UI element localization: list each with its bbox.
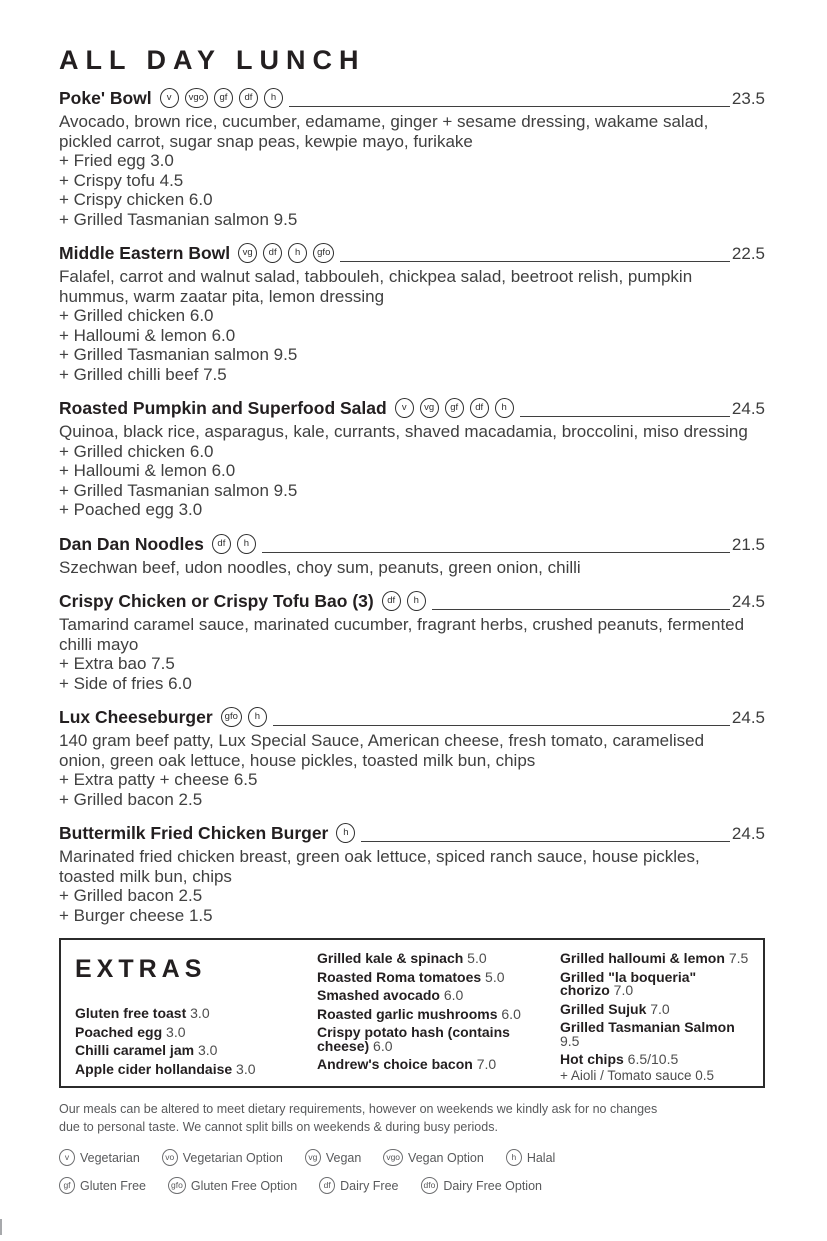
extras-item-name: Hot chips bbox=[560, 1051, 624, 1067]
legend-label: Gluten Free Option bbox=[190, 1178, 298, 1193]
legend-entry bbox=[506, 1149, 556, 1166]
leader-line bbox=[432, 609, 730, 610]
extras-item bbox=[75, 1023, 317, 1040]
extras-item-price: 5.0 bbox=[467, 950, 487, 966]
dietary-badge: vg bbox=[420, 398, 439, 418]
extras-item bbox=[317, 968, 560, 985]
item-price: 24.5 bbox=[731, 592, 765, 611]
legend-entry bbox=[168, 1177, 297, 1194]
item-description: Falafel, carrot and walnut salad, tabbouleh, chickpea salad, beetroot relish, pumpkin hummus, warm zaatar pita, lemon dressing bbox=[59, 267, 693, 306]
dietary-badge: df bbox=[319, 1177, 335, 1194]
footer-note-line: Our meals can be altered to meet dietary requirements, however on weekends we kindly ask for no changes bbox=[59, 1102, 658, 1116]
item-addon: + Grilled chicken 6.0 bbox=[59, 306, 214, 325]
item-description: Tamarind caramel sauce, marinated cucumber, fragrant herbs, crushed peanuts, fermented chilli mayo bbox=[59, 615, 745, 654]
extras-item-price: 6.0 bbox=[373, 1037, 393, 1054]
item-addon: + Poached egg 3.0 bbox=[59, 500, 203, 519]
menu-item bbox=[59, 397, 767, 520]
extras-item bbox=[75, 1044, 317, 1058]
dietary-legend bbox=[59, 1149, 767, 1194]
dietary-badge: gf bbox=[214, 88, 233, 108]
dietary-badge: df bbox=[212, 534, 231, 554]
leader-line bbox=[289, 106, 730, 107]
extras-item-name: Roasted Roma tomatoes bbox=[317, 968, 482, 985]
dietary-badges bbox=[395, 398, 514, 418]
extras-column-1 bbox=[75, 950, 317, 1087]
legend-label: Vegetarian Option bbox=[182, 1150, 283, 1165]
item-name: Poke' Bowl bbox=[59, 88, 152, 108]
item-addon: + Crispy tofu 4.5 bbox=[59, 170, 184, 190]
page-edge-mark bbox=[0, 1219, 2, 1235]
dietary-badges bbox=[221, 707, 267, 727]
item-header bbox=[59, 397, 765, 420]
item-addon: + Grilled chilli beef 7.5 bbox=[59, 364, 227, 384]
legend-row bbox=[59, 1149, 767, 1166]
menu-item bbox=[59, 533, 767, 578]
legend-label: Halal bbox=[526, 1150, 556, 1165]
extras-item bbox=[75, 1007, 317, 1021]
extras-item-price: 7.0 bbox=[476, 1056, 497, 1072]
item-addon: + Grilled bacon 2.5 bbox=[59, 789, 203, 809]
dietary-badge: df bbox=[239, 88, 258, 108]
dietary-badge: vg bbox=[305, 1149, 321, 1166]
extras-item-price: 7.5 bbox=[728, 950, 749, 966]
dietary-badges bbox=[212, 534, 256, 554]
extras-item-note: + Aioli / Tomato sauce 0.5 bbox=[560, 1067, 714, 1083]
item-addon: + Halloumi & lemon 6.0 bbox=[59, 325, 236, 345]
item-price: 23.5 bbox=[731, 89, 765, 108]
item-header bbox=[59, 822, 765, 845]
leader-line bbox=[520, 416, 730, 417]
extras-item-name: Roasted garlic mushrooms bbox=[317, 1005, 498, 1022]
legend-entry bbox=[383, 1149, 483, 1166]
extras-item-price: 3.0 bbox=[197, 1042, 218, 1058]
item-name: Dan Dan Noodles bbox=[59, 533, 204, 554]
menu-item bbox=[59, 242, 767, 384]
dietary-badges bbox=[160, 88, 283, 108]
item-description: Szechwan beef, udon noodles, choy sum, peanuts, green onion, chilli bbox=[59, 557, 581, 577]
dietary-badge: gf bbox=[59, 1177, 75, 1194]
extras-item bbox=[317, 989, 560, 1003]
dietary-badge: df bbox=[263, 243, 282, 263]
dietary-badge: vg bbox=[238, 243, 257, 263]
menu-item bbox=[59, 706, 767, 809]
dietary-badge: h bbox=[237, 534, 256, 554]
dietary-badge: h bbox=[336, 823, 355, 843]
footer-note bbox=[59, 1101, 767, 1136]
extras-item-name: Chilli caramel jam bbox=[75, 1042, 195, 1058]
extras-item bbox=[317, 1058, 560, 1072]
extras-item-name: Smashed avocado bbox=[317, 987, 440, 1003]
extras-item-name: Grilled kale & spinach bbox=[317, 950, 464, 966]
item-header bbox=[59, 87, 765, 110]
extras-item bbox=[560, 1021, 749, 1048]
dietary-badges bbox=[336, 823, 355, 843]
extras-item-price: 3.0 bbox=[166, 1023, 186, 1040]
dietary-badge: h bbox=[506, 1149, 522, 1166]
dietary-badge: v bbox=[395, 398, 414, 418]
legend-entry bbox=[162, 1149, 283, 1166]
extras-item-price: 7.0 bbox=[613, 982, 634, 998]
item-price: 24.5 bbox=[731, 708, 765, 727]
footer-note-line: due to personal taste. We cannot split bills on weekends & during busy periods. bbox=[59, 1119, 498, 1134]
item-header bbox=[59, 533, 765, 556]
extras-item bbox=[560, 1053, 749, 1082]
menu-item bbox=[59, 87, 767, 229]
legend-label: Gluten Free bbox=[80, 1178, 147, 1193]
extras-item bbox=[560, 1000, 749, 1017]
extras-title: EXTRAS bbox=[75, 955, 207, 983]
item-addon: + Halloumi & lemon 6.0 bbox=[59, 461, 236, 480]
legend-entry bbox=[305, 1149, 361, 1166]
item-header bbox=[59, 242, 765, 265]
dietary-badge: gfo bbox=[221, 707, 242, 727]
item-header bbox=[59, 590, 765, 613]
dietary-badge: vgo bbox=[185, 88, 208, 108]
item-name: Roasted Pumpkin and Superfood Salad bbox=[59, 398, 387, 418]
legend-label: Dairy Free bbox=[340, 1178, 399, 1193]
item-description: Quinoa, black rice, asparagus, kale, currants, shaved macadamia, broccolini, miso dressing bbox=[59, 422, 748, 441]
legend-entry bbox=[59, 1149, 140, 1166]
extras-item-price: 6.5/10.5 bbox=[627, 1051, 679, 1067]
extras-item bbox=[317, 1026, 560, 1053]
dietary-badges bbox=[238, 243, 334, 263]
item-addon: + Burger cheese 1.5 bbox=[59, 905, 213, 925]
extras-item bbox=[317, 1005, 560, 1022]
extras-item bbox=[560, 952, 749, 966]
item-header bbox=[59, 706, 765, 729]
item-description: 140 gram beef patty, Lux Special Sauce, American cheese, fresh tomato, caramelised onion, green oak lettuce, house pickles, toasted milk bun, chips bbox=[59, 731, 705, 770]
extras-item-price: 7.0 bbox=[650, 1000, 670, 1017]
legend-entry bbox=[319, 1177, 398, 1194]
dietary-badge: h bbox=[495, 398, 514, 418]
item-description: Marinated fried chicken breast, green oak lettuce, spiced ranch sauce, house pickles, toasted milk bun, chips bbox=[59, 847, 700, 886]
extras-box bbox=[59, 938, 765, 1088]
item-price: 21.5 bbox=[731, 534, 765, 554]
item-name: Middle Eastern Bowl bbox=[59, 243, 231, 263]
item-addon: + Extra bao 7.5 bbox=[59, 654, 175, 673]
extras-item-price: 3.0 bbox=[190, 1005, 210, 1021]
leader-line bbox=[361, 841, 730, 842]
item-addon: + Grilled chicken 6.0 bbox=[59, 441, 214, 461]
item-addon: + Grilled Tasmanian salmon 9.5 bbox=[59, 209, 298, 229]
dietary-badge: v bbox=[59, 1149, 75, 1166]
extras-item-name: Poached egg bbox=[75, 1023, 163, 1040]
extras-item-name: Grilled "la boqueria" chorizo bbox=[560, 968, 697, 998]
item-description: Avocado, brown rice, cucumber, edamame, ginger + sesame dressing, wakame salad, pickled carrot, sugar snap peas, kewpie mayo, furikake bbox=[59, 112, 709, 151]
dietary-badge: dfo bbox=[421, 1177, 439, 1194]
extras-item-price: 9.5 bbox=[560, 1032, 580, 1049]
extras-item-price: 6.0 bbox=[443, 987, 464, 1003]
menu-item bbox=[59, 590, 767, 693]
dietary-badges bbox=[382, 591, 426, 611]
extras-item-name: Andrew's choice bacon bbox=[317, 1056, 473, 1072]
dietary-badge: vo bbox=[162, 1149, 178, 1166]
extras-item-price: 6.0 bbox=[501, 1005, 521, 1022]
item-name: Lux Cheeseburger bbox=[59, 707, 213, 727]
leader-line bbox=[262, 552, 730, 553]
item-addon: + Grilled Tasmanian salmon 9.5 bbox=[59, 480, 298, 500]
legend-label: Vegan Option bbox=[408, 1150, 484, 1165]
extras-item-name: Grilled halloumi & lemon bbox=[560, 950, 725, 966]
item-addon: + Fried egg 3.0 bbox=[59, 151, 174, 170]
legend-entry bbox=[59, 1177, 146, 1194]
menu-item bbox=[59, 822, 767, 925]
extras-item bbox=[317, 952, 560, 966]
dietary-badge: gf bbox=[445, 398, 464, 418]
dietary-badge: h bbox=[407, 591, 426, 611]
dietary-badge: df bbox=[382, 591, 401, 611]
item-addon: + Grilled Tasmanian salmon 9.5 bbox=[59, 345, 298, 364]
dietary-badge: h bbox=[288, 243, 307, 263]
item-price: 24.5 bbox=[731, 824, 765, 843]
page-title: ALL DAY LUNCH bbox=[59, 45, 366, 75]
extras-item-name: Grilled Sujuk bbox=[560, 1000, 647, 1017]
legend-row bbox=[59, 1177, 767, 1194]
extras-item-name: Crispy potato hash (contains cheese) bbox=[317, 1024, 510, 1054]
leader-line bbox=[273, 725, 730, 726]
dietary-badge: vgo bbox=[383, 1149, 403, 1166]
dietary-badge: df bbox=[470, 398, 489, 418]
item-addon: + Side of fries 6.0 bbox=[59, 673, 192, 693]
legend-label: Dairy Free Option bbox=[443, 1178, 542, 1193]
extras-item bbox=[75, 1060, 317, 1077]
dietary-badge: h bbox=[264, 88, 283, 108]
item-name: Crispy Chicken or Crispy Tofu Bao (3) bbox=[59, 591, 374, 611]
leader-line bbox=[340, 261, 730, 262]
item-addon: + Crispy chicken 6.0 bbox=[59, 190, 213, 209]
legend-label: Vegetarian bbox=[80, 1150, 140, 1165]
legend-entry bbox=[421, 1177, 542, 1194]
legend-label: Vegan bbox=[325, 1150, 362, 1165]
extras-item-price: 3.0 bbox=[236, 1060, 256, 1077]
extras-column-2 bbox=[317, 950, 560, 1087]
extras-column-3 bbox=[560, 950, 749, 1087]
extras-item-name: Gluten free toast bbox=[75, 1005, 187, 1021]
dietary-badge: h bbox=[248, 707, 267, 727]
item-addon: + Grilled bacon 2.5 bbox=[59, 886, 203, 905]
extras-item bbox=[560, 968, 749, 998]
dietary-badge: gfo bbox=[313, 243, 334, 263]
item-addon: + Extra patty + cheese 6.5 bbox=[59, 770, 258, 789]
dietary-badge: gfo bbox=[168, 1177, 186, 1194]
dietary-badge: v bbox=[160, 88, 179, 108]
item-price: 22.5 bbox=[731, 244, 765, 263]
extras-item-name: Apple cider hollandaise bbox=[75, 1060, 233, 1077]
item-name: Buttermilk Fried Chicken Burger bbox=[59, 823, 329, 843]
item-price: 24.5 bbox=[731, 399, 765, 418]
extras-item-name: Grilled Tasmanian Salmon bbox=[560, 1019, 735, 1035]
extras-item-price: 5.0 bbox=[485, 968, 505, 985]
